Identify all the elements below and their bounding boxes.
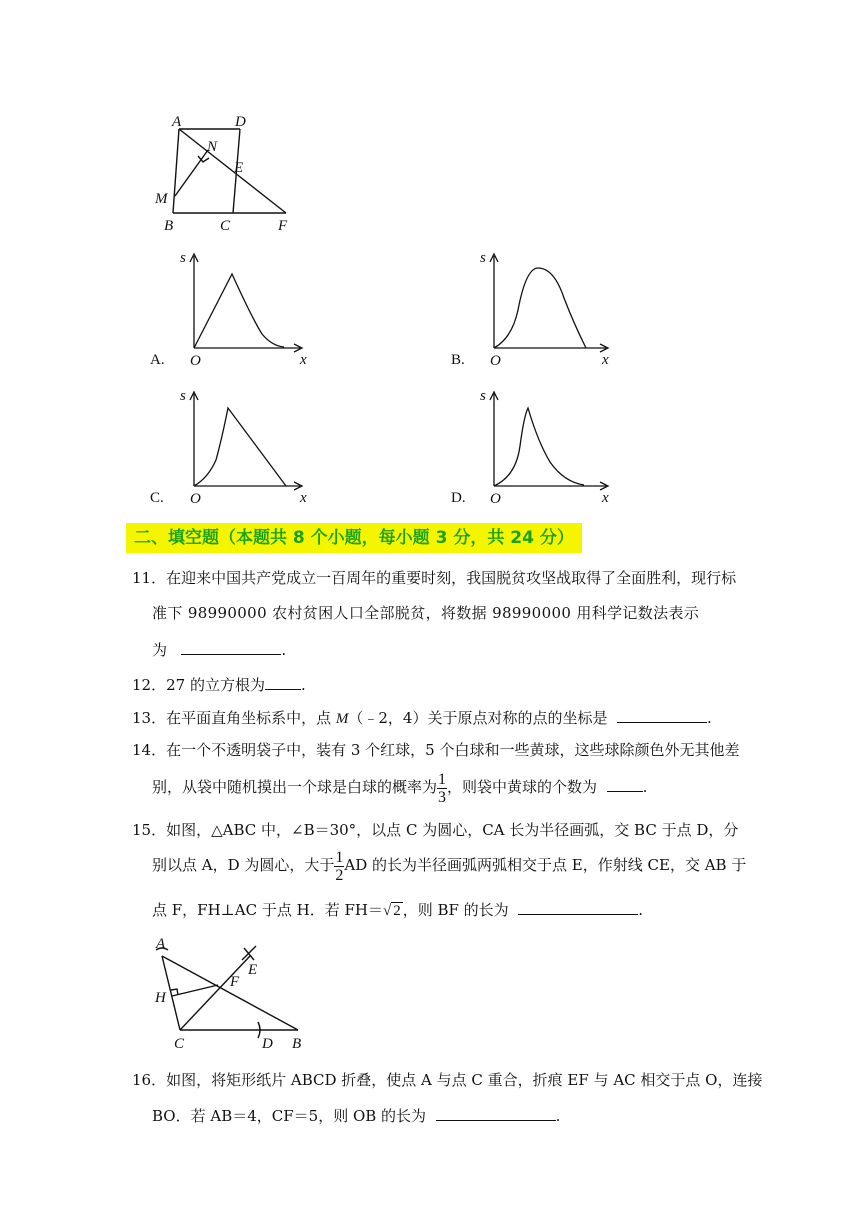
label-E: E xyxy=(248,962,258,978)
label-A: A xyxy=(172,114,182,130)
label-N: N xyxy=(207,139,218,155)
label-E: E xyxy=(234,160,244,176)
section-header-fill-in: 二、填空题（本题共 8 个小题，每小题 3 分，共 24 分） xyxy=(126,523,582,553)
label-B: B xyxy=(292,1036,302,1052)
q15-line1: 15．如图，△ABC 中，∠B＝30°，以点 C 为圆心，CA 长为半径画弧，交 BC 于点 D，分 xyxy=(132,821,739,839)
q11-number: 11． xyxy=(132,569,167,587)
q12-number: 12． xyxy=(132,676,167,694)
q15-fraction: $\frac{1}{2}$ xyxy=(335,848,344,884)
label-A: A xyxy=(156,936,166,952)
axis-s: s xyxy=(480,250,486,266)
origin-O: O xyxy=(490,491,501,506)
axis-x: x xyxy=(602,352,609,368)
q11-line1: 11．在迎来中国共产党成立一百周年的重要时刻，我国脱贫攻坚战取得了全面胜利，现行标 xyxy=(132,569,737,587)
origin-O: O xyxy=(190,353,201,368)
figure-triangle xyxy=(150,934,320,1054)
q11-line2: 准下 98990000 农村贫困人口全部脱贫，将数据 98990000 用科学记数法表示 xyxy=(152,604,700,622)
q16-line1: 16．如图，将矩形纸片 ABCD 折叠，使点 A 与点 C 重合，折痕 EF 与 AC 相交于点 O，连接 xyxy=(132,1071,763,1089)
label-D: D xyxy=(262,1036,273,1052)
choice-b-graph xyxy=(480,248,620,368)
axis-x: x xyxy=(300,490,307,506)
q14-line2: 别，从袋中随机摸出一个球是白球的概率为 $\frac{1}{3}$ ，则袋中黄球的个数为 . xyxy=(152,770,648,806)
axis-s: s xyxy=(180,250,186,266)
label-H: H xyxy=(155,990,166,1006)
choice-d-letter: D. xyxy=(451,490,466,506)
choice-c-letter: C. xyxy=(150,490,164,506)
q15-sqrt: √ 2 xyxy=(382,903,401,919)
q12-line: 12．27 的立方根为 . xyxy=(132,673,306,695)
q11-answer-blank[interactable] xyxy=(181,638,281,655)
q14-fraction: $\frac{1}{3}$ xyxy=(438,770,447,806)
figure-parallelogram xyxy=(140,108,310,238)
label-C: C xyxy=(174,1036,185,1052)
label-M: M xyxy=(155,191,168,207)
q15-line3: 点 F，FH⊥AC 于点 H．若 FH＝√ 2 ，则 BF 的长为 . xyxy=(152,898,643,921)
origin-O: O xyxy=(190,491,201,506)
q15-number: 15． xyxy=(132,821,167,839)
choice-c-graph xyxy=(180,386,320,506)
q13-number: 13． xyxy=(132,709,167,727)
q15-line2: 别以点 A，D 为圆心，大于 $\frac{1}{2}$ AD 的长为半径画弧两弧相交于点 E，作射线 CE，交 AB 于 xyxy=(152,848,747,884)
q11-line3: 为 . xyxy=(152,638,286,660)
q16-line2: BO．若 AB＝4，CF＝5，则 OB 的长为 . xyxy=(152,1104,560,1126)
q14-answer-blank[interactable] xyxy=(607,775,643,792)
choice-b-letter: B. xyxy=(451,352,465,368)
q13-line: 13．在平面直角坐标系中，点 M（﹣2，4）关于原点对称的点的坐标是 . xyxy=(132,706,712,729)
q16-number: 16． xyxy=(132,1071,167,1089)
label-B: B xyxy=(164,218,174,234)
q15-answer-blank[interactable] xyxy=(518,898,638,915)
choice-d-graph xyxy=(480,386,620,506)
q14-line1: 14．在一个不透明袋子中，装有 3 个红球，5 个白球和一些黄球，这些球除颜色外无其他差 xyxy=(132,741,740,759)
q16-answer-blank[interactable] xyxy=(436,1104,556,1121)
axis-s: s xyxy=(180,388,186,404)
label-F: F xyxy=(278,218,288,234)
choice-a-graph xyxy=(180,248,320,368)
label-D: D xyxy=(235,114,246,130)
label-F: F xyxy=(230,974,240,990)
q14-number: 14． xyxy=(132,741,167,759)
q13-answer-blank[interactable] xyxy=(617,706,707,723)
label-C: C xyxy=(220,218,231,234)
axis-x: x xyxy=(300,352,307,368)
q12-answer-blank[interactable] xyxy=(265,673,301,690)
axis-x: x xyxy=(602,490,609,506)
choice-a-letter: A. xyxy=(150,352,165,368)
axis-s: s xyxy=(480,388,486,404)
origin-O: O xyxy=(490,353,501,368)
